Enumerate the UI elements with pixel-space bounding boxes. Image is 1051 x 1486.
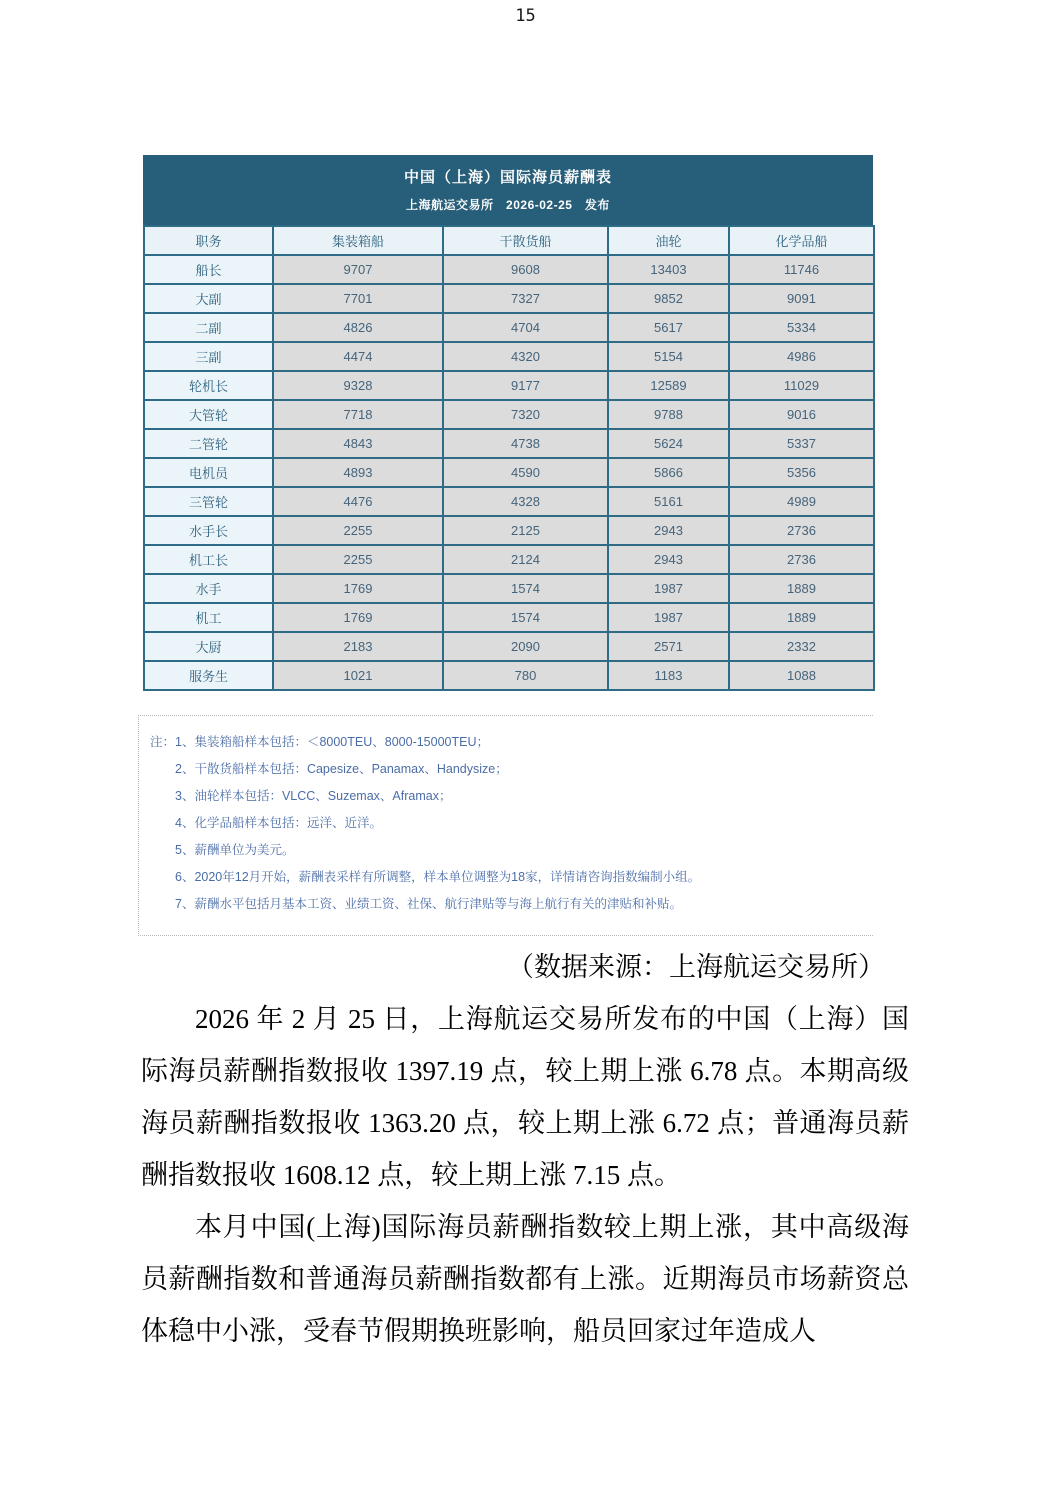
salary-value-cell: 2255 <box>273 545 443 574</box>
table-row <box>144 429 874 458</box>
salary-value-cell: 4474 <box>273 342 443 371</box>
position-cell: 轮机长 <box>144 371 273 400</box>
position-cell: 电机员 <box>144 458 273 487</box>
position-cell: 大副 <box>144 284 273 313</box>
position-cell: 二管轮 <box>144 429 273 458</box>
salary-value-cell: 4590 <box>443 458 608 487</box>
salary-value-cell: 7701 <box>273 284 443 313</box>
salary-value-cell: 4989 <box>729 487 874 516</box>
salary-value-cell: 9852 <box>608 284 729 313</box>
body-paragraph: 2026 年 2 月 25 日，上海航运交易所发布的中国（上海）国际海员薪酬指数报收 1397.19 点，较上期上涨 6.78 点。本期高级海员薪酬指数报收 1363.20 点，较上期上涨 6.72 点；普通海员薪酬指数报收 1608.12 点，较上期上涨 7.15 点。 <box>141 1004 909 1190</box>
salary-value-cell: 9016 <box>729 400 874 429</box>
table-row <box>144 284 874 313</box>
salary-value-cell: 1021 <box>273 661 443 690</box>
salary-value-cell: 7718 <box>273 400 443 429</box>
salary-value-cell: 4893 <box>273 458 443 487</box>
salary-value-cell: 1889 <box>729 603 874 632</box>
table-row <box>144 458 874 487</box>
column-header: 干散货船 <box>443 226 608 255</box>
salary-value-cell: 780 <box>443 661 608 690</box>
salary-value-cell: 1183 <box>608 661 729 690</box>
table-row <box>144 400 874 429</box>
salary-value-cell: 4704 <box>443 313 608 342</box>
salary-value-cell: 5617 <box>608 313 729 342</box>
table-row <box>144 516 874 545</box>
salary-value-cell: 4738 <box>443 429 608 458</box>
salary-value-cell: 5337 <box>729 429 874 458</box>
table-row <box>144 603 874 632</box>
salary-value-cell: 5154 <box>608 342 729 371</box>
paragraphs <box>141 993 909 1357</box>
note-line: 3、油轮样本包括：VLCC、Suzemax、Aframax； <box>175 789 452 803</box>
page-number: 15 <box>515 6 536 26</box>
salary-value-cell: 2736 <box>729 516 874 545</box>
salary-value-cell: 5624 <box>608 429 729 458</box>
salary-value-cell: 11029 <box>729 371 874 400</box>
note-line: 7、薪酬水平包括月基本工资、业绩工资、社保、航行津贴等与海上航行有关的津贴和补贴。 <box>175 897 682 911</box>
salary-value-cell: 4328 <box>443 487 608 516</box>
salary-value-cell: 5334 <box>729 313 874 342</box>
salary-value-cell: 1574 <box>443 603 608 632</box>
table-row <box>144 632 874 661</box>
position-cell: 机工长 <box>144 545 273 574</box>
position-cell: 二副 <box>144 313 273 342</box>
salary-value-cell: 2090 <box>443 632 608 661</box>
salary-value-cell: 12589 <box>608 371 729 400</box>
table-notes <box>138 715 873 936</box>
salary-value-cell: 7327 <box>443 284 608 313</box>
salary-value-cell: 1889 <box>729 574 874 603</box>
salary-value-cell: 9328 <box>273 371 443 400</box>
salary-value-cell: 2736 <box>729 545 874 574</box>
data-source-line: （数据来源：上海航运交易所） <box>507 952 885 982</box>
body-paragraph: 本月中国(上海)国际海员薪酬指数较上期上涨，其中高级海员薪酬指数和普通海员薪酬指数都有上涨。近期海员市场薪资总体稳中小涨，受春节假期换班影响，船员回家过年造成人 <box>141 1212 909 1346</box>
salary-value-cell: 9788 <box>608 400 729 429</box>
column-header: 职务 <box>144 226 273 255</box>
salary-value-cell: 2124 <box>443 545 608 574</box>
table-row <box>144 574 874 603</box>
table-row <box>144 342 874 371</box>
note-line: 注：1、集装箱船样本包括：＜8000TEU、8000-15000TEU； <box>150 735 489 749</box>
note-line: 6、2020年12月开始，薪酬表采样有所调整，样本单位调整为18家，详情请咨询指数编制小组。 <box>175 870 701 884</box>
salary-value-cell: 2571 <box>608 632 729 661</box>
position-cell: 大管轮 <box>144 400 273 429</box>
table-row <box>144 545 874 574</box>
table-row <box>144 313 874 342</box>
salary-value-cell: 5356 <box>729 458 874 487</box>
salary-value-cell: 4476 <box>273 487 443 516</box>
salary-value-cell: 1987 <box>608 574 729 603</box>
column-header: 油轮 <box>608 226 729 255</box>
salary-value-cell: 2332 <box>729 632 874 661</box>
table-header-row <box>144 226 874 255</box>
article-body <box>141 941 909 1357</box>
salary-value-cell: 2943 <box>608 545 729 574</box>
salary-value-cell: 4843 <box>273 429 443 458</box>
salary-value-cell: 1574 <box>443 574 608 603</box>
table-title: 中国（上海）国际海员薪酬表 <box>403 169 612 186</box>
salary-value-cell: 1769 <box>273 574 443 603</box>
position-cell: 大厨 <box>144 632 273 661</box>
note-line: 2、干散货船样本包括：Capesize、Panamax、Handysize； <box>175 762 508 776</box>
salary-value-cell: 2255 <box>273 516 443 545</box>
salary-value-cell: 11746 <box>729 255 874 284</box>
salary-value-cell: 9608 <box>443 255 608 284</box>
salary-value-cell: 2943 <box>608 516 729 545</box>
salary-value-cell: 4320 <box>443 342 608 371</box>
salary-value-cell: 1769 <box>273 603 443 632</box>
table-row <box>144 487 874 516</box>
table-row <box>144 371 874 400</box>
salary-table <box>143 225 875 691</box>
salary-value-cell: 7320 <box>443 400 608 429</box>
note-line: 5、薪酬单位为美元。 <box>175 843 295 857</box>
position-cell: 服务生 <box>144 661 273 690</box>
position-cell: 水手 <box>144 574 273 603</box>
table-subtitle: 上海航运交易所 2026-02-25 发布 <box>406 198 610 212</box>
salary-value-cell: 9091 <box>729 284 874 313</box>
salary-value-cell: 13403 <box>608 255 729 284</box>
salary-value-cell: 9177 <box>443 371 608 400</box>
salary-value-cell: 5866 <box>608 458 729 487</box>
salary-value-cell: 1987 <box>608 603 729 632</box>
column-header: 化学品船 <box>729 226 874 255</box>
position-cell: 三管轮 <box>144 487 273 516</box>
salary-value-cell: 1088 <box>729 661 874 690</box>
salary-value-cell: 9707 <box>273 255 443 284</box>
table-title-band <box>143 155 873 225</box>
position-cell: 机工 <box>144 603 273 632</box>
position-cell: 三副 <box>144 342 273 371</box>
table-row <box>144 255 874 284</box>
column-header: 集装箱船 <box>273 226 443 255</box>
salary-value-cell: 4986 <box>729 342 874 371</box>
salary-value-cell: 2125 <box>443 516 608 545</box>
table-row <box>144 661 874 690</box>
table-body <box>144 255 874 690</box>
salary-value-cell: 5161 <box>608 487 729 516</box>
note-line: 4、化学品船样本包括：远洋、近洋。 <box>175 816 382 830</box>
salary-value-cell: 4826 <box>273 313 443 342</box>
position-cell: 船长 <box>144 255 273 284</box>
salary-table-figure <box>143 155 873 936</box>
position-cell: 水手长 <box>144 516 273 545</box>
salary-value-cell: 2183 <box>273 632 443 661</box>
